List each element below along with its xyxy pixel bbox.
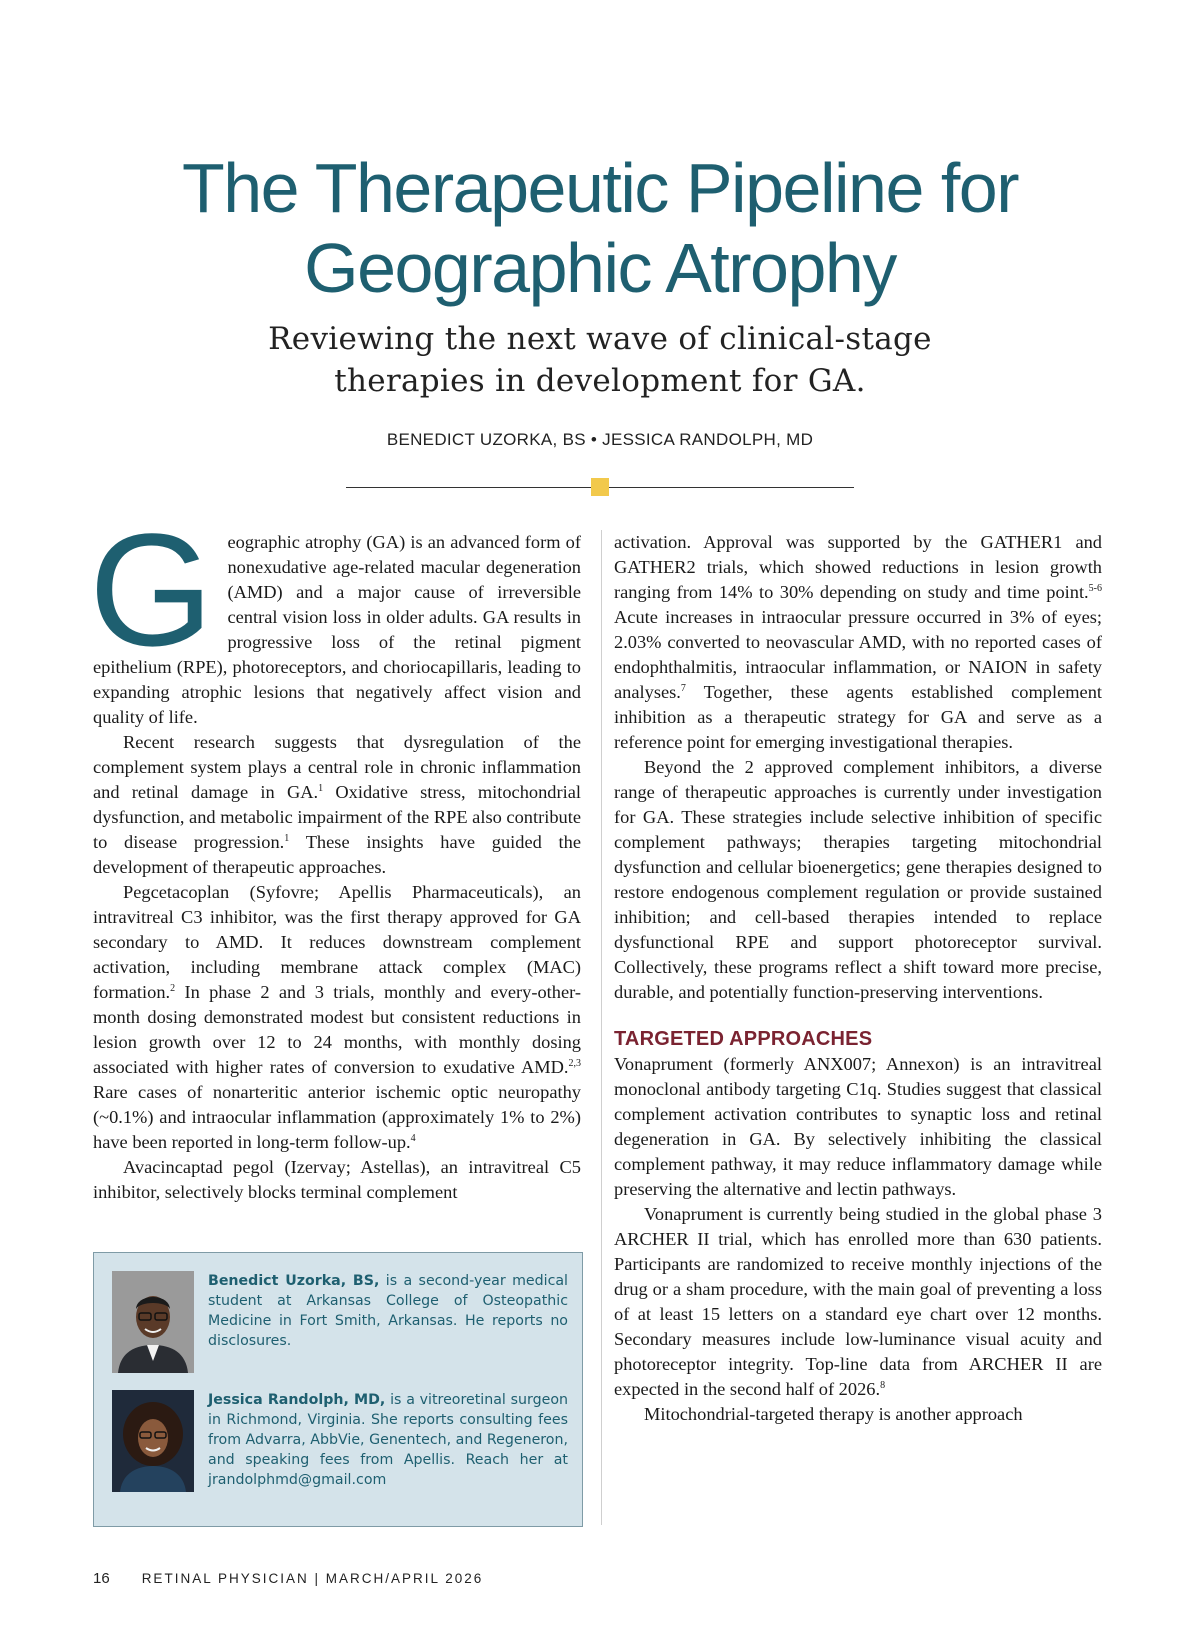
author-photo xyxy=(112,1271,194,1373)
ornament-square xyxy=(591,478,609,496)
author-bio-box xyxy=(93,1252,583,1527)
paragraph xyxy=(93,880,581,1155)
byline: BENEDICT UZORKA, BS • JESSICA RANDOLPH, MD xyxy=(386,430,814,449)
author-bio-text xyxy=(208,1390,568,1490)
reference-marker: 1 xyxy=(284,833,290,844)
drop-cap: G xyxy=(89,500,214,679)
right-column xyxy=(614,530,1102,1427)
paragraph xyxy=(614,1202,1102,1402)
author-photo xyxy=(112,1390,194,1492)
paragraph: Vonaprument (formerly ANX007; Annexon) is an intravitreal monoclonal antibody targeting C1q. Studies suggest that classical complement activation contributes to synaptic loss and retinal degeneration in GA. By selectively inhibiting the classical complement pathway, it may reduce inflammatory damage while preserving the alternative and lectin pathways. xyxy=(614,1054,1102,1199)
author-description: is a second-year medical student at Arkansas College of Osteopathic Medicine in Fort Smith, Arkansas. He reports no disclosures. xyxy=(208,1273,568,1349)
paragraph: Mitochondrial-targeted therapy is another approach xyxy=(644,1404,1023,1424)
author-name: Benedict Uzorka, BS, xyxy=(208,1273,380,1289)
paragraph: Beyond the 2 approved complement inhibitors, a diverse range of therapeutic approaches is currently under investigation for GA. These strategies include selective inhibition of specific complement pathways; therapies targeting mitochondrial dysfunction and cellular bioenergetics; gene therapies designed to restore endogenous complement regulation or provide sustained inhibition; and cell-based therapies intended to replace dysfunctional RPE and support photoreceptor survival. Collectively, these programs reflect a shift toward more precise, durable, and potentially function-preserving interventions. xyxy=(614,757,1102,1002)
page-number: 16 xyxy=(93,1570,110,1587)
subtitle-line-2: therapies in development for GA. xyxy=(334,363,866,399)
person-icon xyxy=(112,1390,194,1492)
author-description: is a vitreoretinal surgeon in Richmond, Virginia. She reports consulting fees from Advarra, AbbVie, Genentech, and Regeneron, and speaking fees from Apellis. Reach her at jrandolphmd@gmail.com xyxy=(208,1392,569,1488)
reference-marker: 2 xyxy=(170,983,176,994)
subtitle-line-1: Reviewing the next wave of clinical-stage xyxy=(268,321,932,357)
reference-marker: 4 xyxy=(410,1133,416,1144)
paragraph-text: Rare cases of nonarteritic anterior ischemic optic neuropathy (~0.1%) and intraocular inflammation (approximately 1% to 2%) have been reported in long-term follow-up. xyxy=(93,1082,581,1152)
article-subtitle xyxy=(200,318,1000,402)
paragraph-text: Oxidative stress, mitochondrial dysfunction, and metabolic impairment of the RPE also contribute to disease progression. xyxy=(93,782,581,852)
section-heading: TARGETED APPROACHES xyxy=(614,1028,873,1050)
paragraph-text: Acute increases in intraocular pressure occurred in 3% of eyes; 2.03% converted to neovascular AMD, with no reported cases of endophthalmitis, intraocular inflammation, or NAION in safety analyses. xyxy=(614,607,1102,702)
title-line-2: Geographic Atrophy xyxy=(304,229,896,307)
paragraph: Avacincaptad pegol (Izervay; Astellas), an intravitreal C5 inhibitor, selectively blocks terminal complement xyxy=(93,1157,581,1202)
reference-marker: 2,3 xyxy=(568,1058,581,1069)
reference-marker: 1 xyxy=(318,783,324,794)
divider-right xyxy=(609,487,854,488)
paragraph xyxy=(93,730,581,880)
paragraph-text: activation. Approval was supported by the GATHER1 and GATHER2 trials, which showed reductions in lesion growth ranging from 14% to 30% depending on study and time point. xyxy=(614,532,1102,602)
reference-marker: 7 xyxy=(680,683,686,694)
paragraph-text: Vonaprument is currently being studied in the global phase 3 ARCHER II trial, which has enrolled more than 630 patients. Participants are randomized to receive monthly injections of the drug or a sham procedure, with the main goal of preventing a loss of at least 15 letters on a standard eye chart over 12 months. Secondary measures include low-luminance visual acuity and photoreceptor integrity. Top-line data from ARCHER II are expected in the second half of 2026. xyxy=(614,1204,1102,1399)
title-line-1: The Therapeutic Pipeline for xyxy=(181,149,1019,227)
reference-marker: 8 xyxy=(880,1380,886,1391)
paragraph-text: In phase 2 and 3 trials, monthly and every-other-month dosing demonstrated modest but consistent reductions in lesion growth over 12 to 24 months, with monthly dosing associated with higher rates of conversion to exudative AMD. xyxy=(93,982,581,1077)
paragraph-text: Pegcetacoplan (Syfovre; Apellis Pharmaceuticals), an intravitreal C3 inhibitor, was the first therapy approved for GA secondary to AMD. It reduces downstream complement activation, including membrane attack complex (MAC) formation. xyxy=(93,882,581,1002)
paragraph-text: eographic atrophy (GA) is an advanced form of nonexudative age-related macular degeneration (AMD) and a major cause of irreversible central vision loss in older adults. GA results in progressive loss of the retinal pigment epithelium (RPE), photoreceptors, and choriocapillaris, leading to expanding atrophic lesions that negatively affect vision and quality of life. xyxy=(93,532,581,727)
author-bio-text xyxy=(208,1271,568,1351)
person-icon xyxy=(112,1271,194,1373)
column-divider xyxy=(601,530,602,1525)
reference-marker: 5-6 xyxy=(1088,583,1102,594)
author-name: Jessica Randolph, MD, xyxy=(208,1392,386,1408)
divider-left xyxy=(346,487,591,488)
paragraph xyxy=(89,500,581,730)
publication-info: RETINAL PHYSICIAN | MARCH/APRIL 2026 xyxy=(141,1571,484,1586)
paragraph-text: Together, these agents established complement inhibition as a therapeutic strategy for GA and serve as a reference point for emerging investigational therapies. xyxy=(614,682,1102,752)
page-footer xyxy=(93,1570,483,1587)
article-title xyxy=(100,148,1100,308)
paragraph-text: Recent research suggests that dysregulation of the complement system plays a central role in chronic inflammation and retinal damage in GA. xyxy=(93,732,581,802)
paragraph-text: These insights have guided the development of therapeutic approaches. xyxy=(93,832,581,877)
left-column xyxy=(89,500,581,1205)
paragraph xyxy=(614,530,1102,755)
